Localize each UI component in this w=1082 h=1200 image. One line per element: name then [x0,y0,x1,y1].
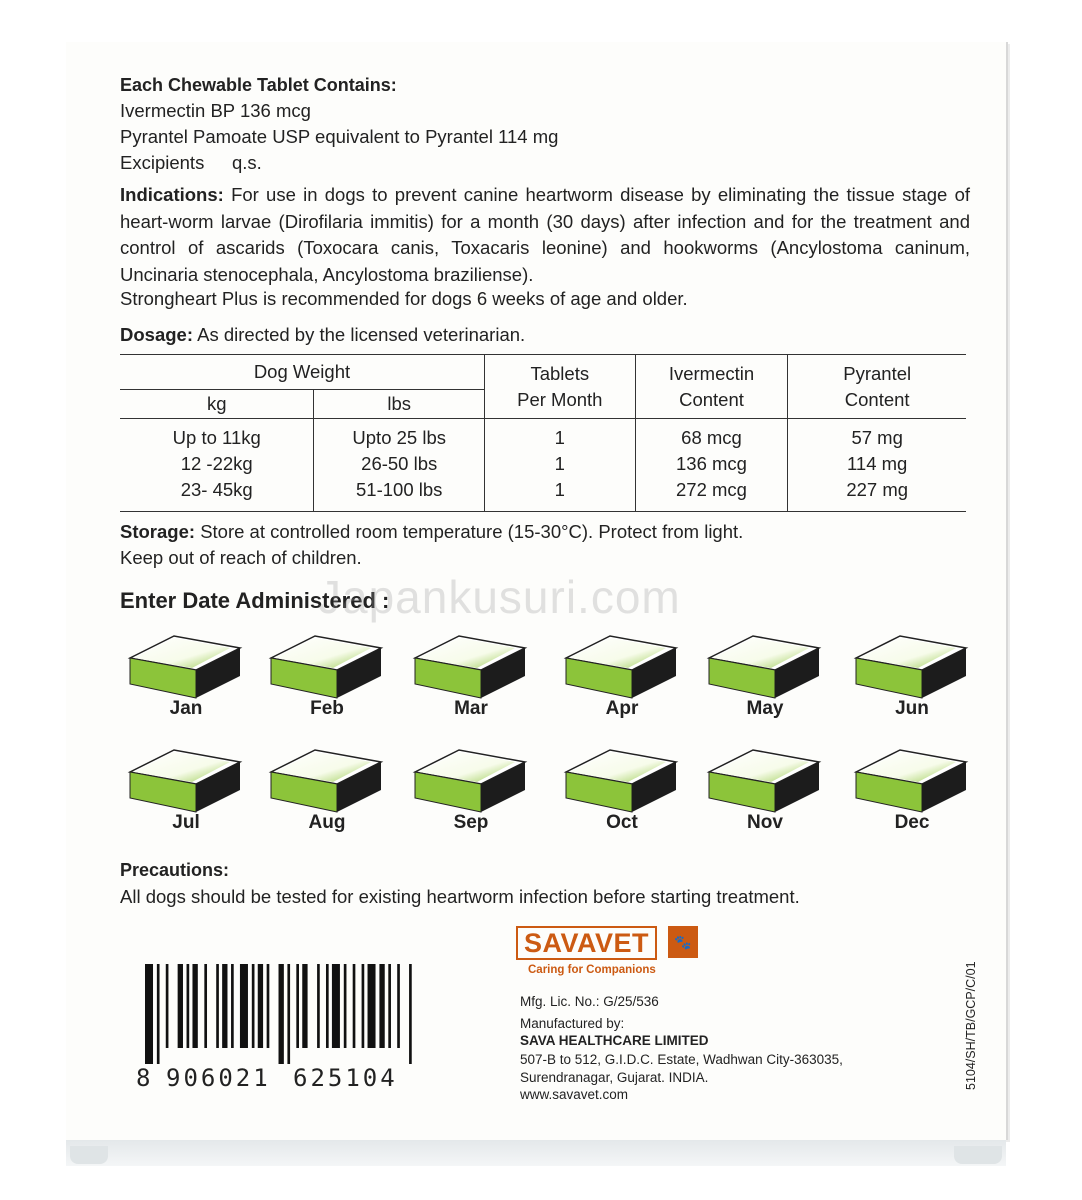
storage-label: Storage: [120,521,196,542]
excipients-label: Excipients [120,152,205,173]
month-label: Mar [454,698,488,719]
cell-pyrantel: 57 mg [788,419,966,452]
table-row [120,477,966,512]
excipients-value: q.s. [232,152,262,173]
cell-kg: 23- 45kg [120,477,314,512]
brand-name: SAVAVET [516,926,657,960]
month-label: Jun [895,698,929,719]
cell-tablets: 1 [484,451,635,477]
dosage-label: Dosage: [120,324,193,345]
month-tablet-apr[interactable] [562,632,682,732]
month-tablet-aug[interactable] [267,746,387,846]
side-code: 5104/SH/TB/GCP/C/01 [964,961,978,1090]
tablet-icon [562,746,682,814]
cell-ivermectin: 136 mcg [635,451,788,477]
pyrantel-header: Pyrantel Content [788,355,966,419]
cell-pyrantel: 114 mg [788,451,966,477]
dosage-text: As directed by the licensed veterinarian. [197,324,526,345]
precautions-heading: Precautions: [120,860,230,880]
month-tablet-jul[interactable] [126,746,246,846]
month-label: Jan [169,698,203,719]
mfg-license: Mfg. Lic. No.: G/25/536 [520,994,659,1009]
tablet-icon [411,632,531,700]
cell-tablets: 1 [484,419,635,452]
month-label: Feb [310,698,344,719]
storage-children-note: Keep out of reach of children. [120,547,362,568]
month-tablet-may[interactable] [705,632,825,732]
precautions-text: All dogs should be tested for existing heartworm infection before starting treatment. [120,886,800,907]
tablet-icon [852,632,972,700]
brand-tagline: Caring for Companions [528,964,656,976]
month-tablet-oct[interactable] [562,746,682,846]
tablet-icon [705,746,825,814]
tablet-icon [267,746,387,814]
cell-ivermectin: 68 mcg [635,419,788,452]
storage-line [120,521,743,543]
dog-weight-header: Dog Weight [120,355,484,390]
month-label: Dec [894,812,930,833]
manufacturer-website: www.savavet.com [520,1087,629,1102]
storage-text: Store at controlled room temperature (15-30°C). Protect from light. [200,521,744,542]
animals-icon: 🐾 [668,926,698,958]
manufacturer-address-1: 507-B to 512, G.I.D.C. Estate, Wadhwan City-363035, [520,1052,843,1067]
composition-heading: Each Chewable Tablet Contains: [120,75,397,95]
cell-lbs: Upto 25 lbs [314,419,485,452]
cell-lbs: 26-50 lbs [314,451,485,477]
savavet-logo [516,926,692,976]
month-label: Aug [308,812,346,833]
indications-paragraph [120,182,970,288]
cell-lbs: 51-100 lbs [314,477,485,512]
barcode-digits-left: 906021 [166,1064,271,1092]
month-label: Oct [606,812,638,833]
barcode-digits-right: 625104 [293,1064,398,1092]
cell-tablets: 1 [484,477,635,512]
tablet-icon [411,746,531,814]
ivermectin-header: Ivermectin Content [635,355,788,419]
manufacturer-name: SAVA HEALTHCARE LIMITED [520,1033,709,1048]
manufacturer-address-2: Surendranagar, Gujarat. INDIA. [520,1070,709,1085]
month-tablet-jan[interactable] [126,632,246,732]
month-tablet-dec[interactable] [852,746,972,846]
table-row [120,419,966,452]
month-tablet-sep[interactable] [411,746,531,846]
watermark: Japankusuri.com [318,571,681,623]
month-tablet-nov[interactable] [705,746,825,846]
package-edge [66,1140,1006,1166]
cell-pyrantel: 227 mg [788,477,966,512]
month-tablet-jun[interactable] [852,632,972,732]
indications-label: Indications: [120,184,224,205]
tablets-header: Tablets Per Month [484,355,635,419]
tablet-icon [126,632,246,700]
composition-line-pyrantel: Pyrantel Pamoate USP equivalent to Pyrantel 114 mg [120,126,559,147]
tablet-icon [705,632,825,700]
kg-header: kg [206,393,227,414]
cell-kg: Up to 11kg [120,419,314,452]
month-label: Apr [605,698,639,719]
month-label: May [746,698,784,719]
barcode-icon [145,964,415,1064]
date-administered-heading: Enter Date Administered : [120,588,390,613]
dosage-table [120,354,966,512]
cell-ivermectin: 272 mcg [635,477,788,512]
lbs-header: lbs [314,390,485,419]
tablet-icon [267,632,387,700]
barcode-first-digit: 8 [136,1064,151,1092]
package-flap-left [70,1146,108,1164]
table-row [120,451,966,477]
tablet-icon [562,632,682,700]
composition-line-ivermectin: Ivermectin BP 136 mcg [120,100,311,121]
tablet-icon [126,746,246,814]
tablet-icon [852,746,972,814]
package-flap-right [954,1146,1002,1164]
month-label: Sep [453,812,489,833]
manufactured-by-label: Manufactured by: [520,1016,625,1031]
month-label: Jul [172,812,200,833]
dosage-line [120,324,525,346]
month-label: Nov [747,812,783,833]
indications-text: For use in dogs to prevent canine heartworm disease by eliminating the tissue stage of heart-worm larvae (Dirofilaria immitis) for a month (30 days) after infection and for the treatment and control of ascarids (Toxocara canis, Toxacaris leonine) and hookworms (Ancylostoma caninum, Uncinaria stenocephala, Ancylostoma braziliense). [120,184,971,285]
month-tablet-feb[interactable] [267,632,387,732]
month-tablet-mar[interactable] [411,632,531,732]
indications-age-note: Strongheart Plus is recommended for dogs 6 weeks of age and older. [120,288,688,309]
cell-kg: 12 -22kg [180,453,253,474]
